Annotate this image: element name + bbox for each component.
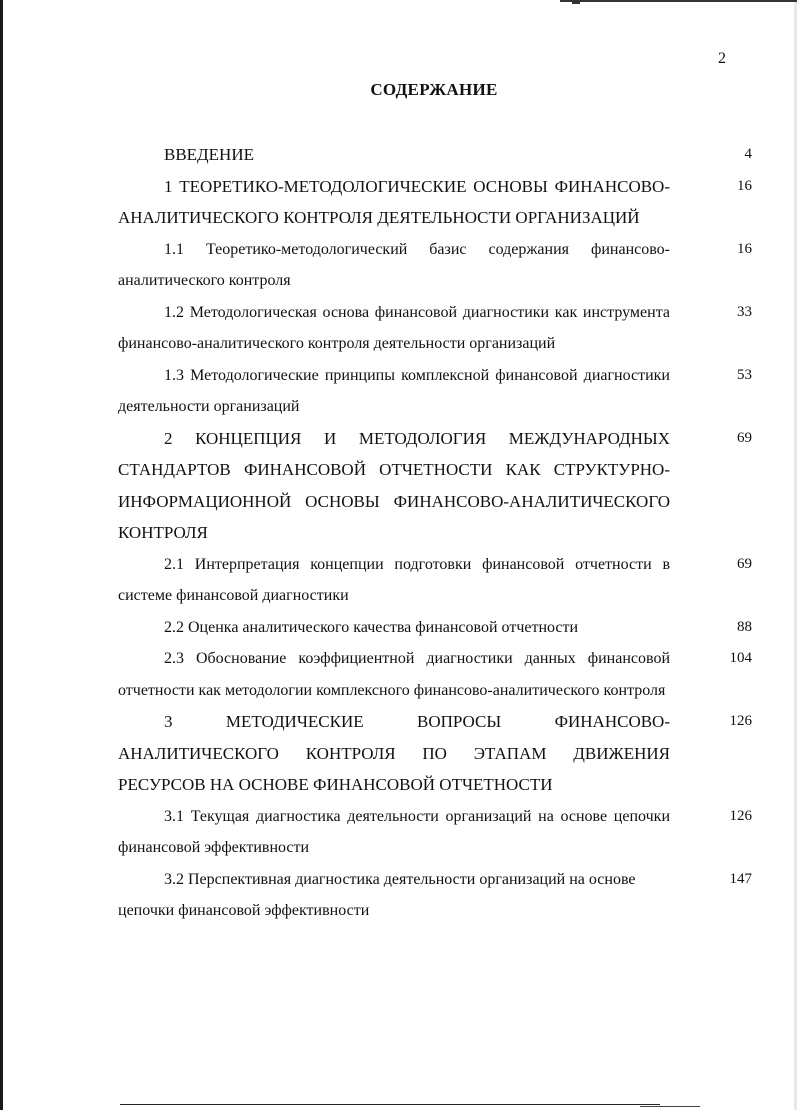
scan-edge-left	[0, 0, 3, 1110]
toc-entry-text: 2.3 Обоснование коэффициентной диагностики данных финансовой отчетности как методологии комплексного финансово-аналитического контроля	[118, 650, 670, 699]
toc-entry-text: 3.2 Перспективная диагностика деятельности организаций на основе цепочки финансовой эффективности	[118, 870, 636, 919]
toc-entry-page: 4	[744, 146, 752, 162]
scan-mark-bottom	[640, 1106, 700, 1107]
page-number: 2	[718, 50, 726, 67]
scan-edge-bottom	[120, 1104, 660, 1105]
toc-entry-section-1-1[interactable]	[118, 234, 754, 297]
toc-entry-section-1-2[interactable]	[118, 297, 754, 360]
toc-entry-text: 1 ТЕОРЕТИКО-МЕТОДОЛОГИЧЕСКИЕ ОСНОВЫ ФИНАНСОВО-АНАЛИТИЧЕСКОГО КОНТРОЛЯ ДЕЯТЕЛЬНОСТИ ОРГАНИЗАЦИЙ	[118, 176, 670, 227]
toc-entry-text: 3 МЕТОДИЧЕСКИЕ ВОПРОСЫ ФИНАНСОВО-АНАЛИТИЧЕСКОГО КОНТРОЛЯ ПО ЭТАПАМ ДВИЖЕНИЯ РЕСУРСОВ НА ОСНОВЕ ФИНАНСОВОЙ ОТЧЕТНОСТИ	[118, 712, 670, 794]
toc-entry-page: 16	[737, 240, 752, 257]
toc-entry-section-2-1[interactable]	[118, 549, 754, 612]
toc-entry-section-2-3[interactable]	[118, 643, 754, 706]
toc-entry-page: 126	[729, 807, 752, 824]
toc-entry-chapter-3[interactable]	[118, 706, 754, 801]
toc-entry-chapter-2[interactable]	[118, 423, 754, 549]
toc-entry-section-3-2[interactable]	[118, 864, 754, 927]
toc-entry-page: 69	[737, 555, 752, 572]
toc-entry-page: 147	[729, 870, 752, 887]
scan-edge-top	[560, 0, 797, 2]
toc-entry-text: 2.1 Интерпретация концепции подготовки финансовой отчетности в системе финансовой диагностики	[118, 555, 670, 604]
toc-entry-section-2-2[interactable]	[118, 612, 754, 644]
toc-entry-page: 53	[737, 366, 752, 383]
toc-entry-page: 126	[729, 713, 752, 729]
scan-mark-top	[572, 2, 580, 4]
toc-entry-introduction[interactable]	[118, 139, 754, 171]
toc-entry-text: 3.1 Текущая диагностика деятельности организаций на основе цепочки финансовой эффективности	[118, 807, 670, 856]
page-title: СОДЕРЖАНИЕ	[370, 80, 498, 99]
toc-entry-section-1-3[interactable]	[118, 360, 754, 423]
toc-entry-page: 16	[737, 177, 752, 194]
toc-entry-page: 104	[729, 650, 752, 666]
toc-entry-text: ВВЕДЕНИЕ	[164, 145, 254, 164]
toc-entry-text: 1.3 Методологические принципы комплексной финансовой диагностики деятельности организаций	[118, 366, 670, 415]
toc-entry-page: 69	[737, 429, 752, 446]
toc-entry-chapter-1[interactable]	[118, 171, 754, 234]
toc-entry-page: 88	[737, 618, 752, 635]
toc-entry-text: 2 КОНЦЕПЦИЯ И МЕТОДОЛОГИЯ МЕЖДУНАРОДНЫХ СТАНДАРТОВ ФИНАНСОВОЙ ОТЧЕТНОСТИ КАК СТРУКТУРНО-ИНФОРМАЦИОННОЙ ОСНОВЫ ФИНАНСОВО-АНАЛИТИЧЕСКОГО КОНТРОЛЯ	[118, 428, 670, 542]
toc-entry-text: 2.2 Оценка аналитического качества финансовой отчетности	[164, 618, 579, 636]
table-of-contents	[118, 139, 754, 927]
toc-entry-text: 1.1 Теоретико-методологический базис содержания финансово-аналитического контроля	[118, 240, 670, 289]
toc-entry-page: 33	[737, 303, 752, 320]
toc-entry-section-3-1[interactable]	[118, 801, 754, 864]
toc-entry-text: 1.2 Методологическая основа финансовой диагностики как инструмента финансово-аналитического контроля деятельности организаций	[118, 303, 670, 352]
